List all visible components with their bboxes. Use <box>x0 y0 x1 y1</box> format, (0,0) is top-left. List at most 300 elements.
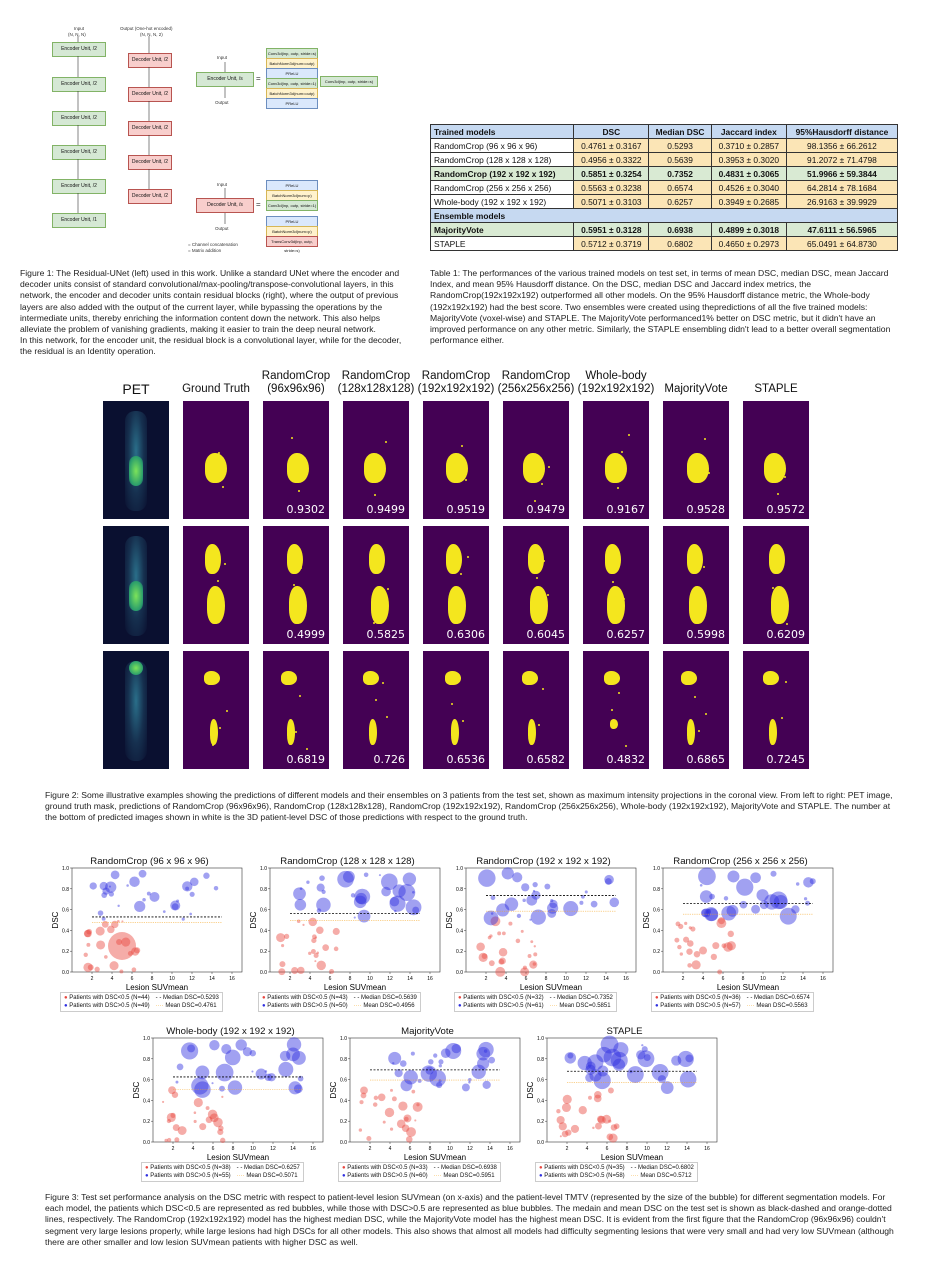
figure2-caption: Figure 2: Some illustrative examples showing the predictions of different models and their ensembles on 3 patients from the test set, shown as maximum intensity projections in the coronal view. From left to right: PET image, ground truth mask, predictions of RandomCrop (96x96x96), RandomCrop (128x128x128), RandomCrop (192x192x192), RandomCrop (256x256x256), Whole-body (192x192x192), MajorityVote and STAPLE. The number at the bottom of predicted images shown in white is the 3D patient-level DSC of those predictions with respect to the ground truth. <box>45 790 893 823</box>
bubble-low <box>686 948 692 954</box>
decoder-unit-4: Decoder Unit, /2 <box>128 155 172 170</box>
bubble-low <box>411 1090 415 1094</box>
x-tick-label: 12 <box>780 976 786 982</box>
bubble-high <box>221 1044 231 1054</box>
bubble-low <box>392 1096 397 1101</box>
y-tick-label: 0.6 <box>653 907 660 914</box>
bubble-chart <box>527 1026 722 1186</box>
bubble-high <box>770 891 788 909</box>
bubble-low <box>534 945 536 947</box>
x-tick-label: 14 <box>800 976 806 982</box>
bubble-low <box>488 936 491 939</box>
y-tick-label: 0.0 <box>653 970 660 976</box>
x-tick-label: 6 <box>721 976 725 982</box>
x-tick-label: 6 <box>211 1146 215 1152</box>
bubble-high <box>433 1053 437 1057</box>
dsc-value: 0.7245 <box>766 753 805 766</box>
segmentation-mask <box>343 526 409 644</box>
segmentation-mask <box>743 526 809 644</box>
bubble-low <box>406 1136 413 1143</box>
table-cell: 0.4831 ± 0.3065 <box>711 167 786 181</box>
bubble-high <box>770 871 776 877</box>
bubble-high <box>517 914 521 918</box>
output-dims: (N, N, N, 2) <box>140 32 163 37</box>
bubble-low <box>317 961 326 970</box>
y-axis-label: DSC <box>132 1081 141 1099</box>
y-tick-label: 0.2 <box>537 1119 544 1126</box>
bubble-high <box>100 882 108 890</box>
y-tick-label: 1.0 <box>340 1036 347 1042</box>
bubble-low <box>403 1114 411 1122</box>
bubble-high <box>191 1077 208 1094</box>
dsc-value: 0.6045 <box>526 628 565 641</box>
x-tick-label: 10 <box>563 976 569 982</box>
y-tick-label: 0.6 <box>143 1077 150 1084</box>
y-tick-label: 0.8 <box>653 886 660 893</box>
bubble-low <box>110 961 119 970</box>
bubble-low <box>689 926 692 929</box>
bubble-high <box>306 881 309 884</box>
bubble-low <box>398 1101 407 1110</box>
chart-title: RandomCrop (96 x 96 x 96) <box>90 856 209 867</box>
table-row <box>431 167 898 181</box>
bubble-high <box>412 891 415 894</box>
chart-title: MajorityVote <box>401 1026 454 1037</box>
bubble-low <box>533 962 537 966</box>
segmentation-mask <box>183 401 249 519</box>
bubble-low <box>168 1086 176 1094</box>
bubble-high <box>287 1037 301 1051</box>
bubble-high <box>126 884 129 887</box>
dec-block-2: BatchNorm3d(num=p) <box>266 190 318 201</box>
y-tick-label: 0.0 <box>260 970 267 976</box>
bubble-low <box>557 1116 565 1124</box>
bubble-high <box>289 1081 302 1094</box>
x-tick-label: 12 <box>270 1146 276 1152</box>
y-axis-label: DSC <box>51 911 60 929</box>
table-header-3: Jaccard index <box>711 125 786 139</box>
bubble-high <box>390 897 400 907</box>
bubble-high <box>605 878 612 885</box>
bubble-high <box>563 901 578 916</box>
encoder-unit-6: Encoder Unit, /1 <box>52 213 106 228</box>
bubble-high <box>211 1082 213 1084</box>
bubble-low <box>579 1106 587 1114</box>
legend-entry: - - Median DSC=0.6802 <box>630 1165 694 1171</box>
x-tick-label: 10 <box>367 976 373 982</box>
dec-unit-output-label: Output <box>215 226 229 231</box>
bubble-low <box>121 920 123 922</box>
bubble-high <box>403 872 416 885</box>
bubble-high <box>278 1062 293 1077</box>
x-tick-label: 16 <box>704 1146 710 1152</box>
legend-entry: ···· Mean DSC=0.5951 <box>433 1173 495 1179</box>
x-tick-label: 4 <box>191 1146 195 1152</box>
bubble-high <box>609 898 619 908</box>
unit-output-label: Output <box>215 100 229 105</box>
legend-entry: ···· Mean DSC=0.5563 <box>746 1003 808 1009</box>
bubble-high <box>429 1070 446 1087</box>
output-label: Output (One-hot encoded) <box>120 26 173 31</box>
bubble-high <box>502 867 514 879</box>
bubble-high <box>129 876 140 887</box>
table-cell: 0.6574 <box>649 181 711 195</box>
decoder-unit-2: Decoder Unit, /2 <box>128 87 172 102</box>
bubble-high <box>428 1059 433 1064</box>
legend-entry: ● Patients with DSC>0.5 (N=50) <box>262 1003 348 1009</box>
legend-entry: ···· Mean DSC=0.4761 <box>155 1003 217 1009</box>
x-tick-label: 12 <box>189 976 195 982</box>
legend-entry: ● Patients with DSC<0.5 (N=32) <box>458 995 544 1001</box>
x-tick-label: 2 <box>90 976 94 982</box>
bubble-high <box>181 1042 198 1059</box>
x-tick-label: 16 <box>507 1146 513 1152</box>
y-tick-label: 0.4 <box>340 1098 347 1105</box>
table-cell: 0.5071 ± 0.3103 <box>574 195 649 209</box>
bubble-low <box>699 947 707 955</box>
bubble-high <box>139 870 147 878</box>
bubble-chart <box>330 1026 525 1186</box>
dsc-value: 0.6536 <box>446 753 485 766</box>
y-tick-label: 0.4 <box>260 928 267 935</box>
bubble-high <box>641 1044 643 1046</box>
bubble-low <box>291 967 298 974</box>
dsc-value: 0.6819 <box>286 753 325 766</box>
bubble-high <box>228 1080 242 1094</box>
bubble-high <box>117 905 119 907</box>
table-cell: 0.5712 ± 0.3719 <box>574 237 649 251</box>
bubble-high <box>293 887 306 900</box>
x-axis-label: Lesion SUVmean <box>323 983 387 992</box>
bubble-low <box>279 961 285 967</box>
x-tick-label: 16 <box>229 976 235 982</box>
bubble-low <box>373 1102 378 1107</box>
bubble-low <box>314 960 316 962</box>
chart-legend <box>651 992 814 1012</box>
unit-input-label: Input <box>217 55 228 60</box>
bubble-high <box>578 1056 592 1070</box>
enc-block-4: Conv3d(inp, outp, stride=1) <box>266 78 318 89</box>
enc-residual-conv: Conv3d(inp, outp, stride=s) <box>320 76 378 87</box>
bubble-high <box>636 1050 645 1059</box>
table-row <box>431 153 898 167</box>
segmentation-mask <box>263 526 329 644</box>
bubble-high <box>176 1081 179 1084</box>
legend-entry: ● Patients with DSC<0.5 (N=36) <box>655 995 741 1001</box>
y-tick-label: 1.0 <box>260 866 267 872</box>
segmentation-mask <box>423 401 489 519</box>
dsc-value: 0.9528 <box>686 503 725 516</box>
y-tick-label: 0.6 <box>260 907 267 914</box>
legend-entry: ● Patients with DSC>0.5 (N=49) <box>64 1003 150 1009</box>
bubble-high <box>549 900 557 908</box>
y-tick-label: 0.0 <box>537 1140 544 1146</box>
bubble-low <box>174 1137 179 1142</box>
column-header: MajorityVote <box>664 383 728 395</box>
figure1-caption-text-2: In this network, for the encoder unit, the residual block is a convolutional layer, while for the decoder, the residual is an Identity operation. <box>20 335 402 357</box>
x-tick-label: 4 <box>504 976 508 982</box>
column-header: PET <box>122 381 150 397</box>
y-tick-label: 0.2 <box>653 949 660 956</box>
bubble-high <box>678 1051 694 1067</box>
equals-sign-2: = <box>256 200 261 209</box>
bubble-high <box>740 901 748 909</box>
bubble-high <box>216 1064 234 1082</box>
bubble-low <box>95 967 100 972</box>
bubble-low <box>199 1123 206 1130</box>
chart-legend <box>258 992 421 1012</box>
x-tick-label: 2 <box>171 1146 175 1152</box>
bubble-low <box>108 932 136 960</box>
chart-title: RandomCrop (192 x 192 x 192) <box>476 856 611 867</box>
y-tick-label: 0.8 <box>143 1056 150 1063</box>
bubble-low <box>104 955 108 959</box>
bubble-high <box>364 873 369 878</box>
bubble-low <box>83 963 92 972</box>
bubble-low <box>213 1118 223 1128</box>
y-tick-label: 1.0 <box>653 866 660 872</box>
bubble-high <box>627 1066 644 1083</box>
bubble-low <box>281 944 284 947</box>
bubble-low <box>84 953 88 957</box>
bubble-low <box>560 1135 562 1137</box>
encoder-unit-5: Encoder Unit, /2 <box>52 179 106 194</box>
bubble-high <box>147 892 151 896</box>
dsc-value: 0.6582 <box>526 753 565 766</box>
y-tick-label: 0.4 <box>62 928 69 935</box>
bubble-low <box>297 920 301 924</box>
bubble-low <box>206 1106 210 1110</box>
bubble-low <box>194 1120 197 1123</box>
figure1-diagram <box>50 20 390 255</box>
encoder-unit-s: Encoder Unit, /s <box>196 72 254 87</box>
bubble-low <box>329 969 334 974</box>
x-tick-label: 6 <box>130 976 134 982</box>
bubble-low <box>162 1101 164 1103</box>
table-cell: 0.4899 ± 0.3018 <box>711 223 786 237</box>
decoder-unit-3: Decoder Unit, /2 <box>128 121 172 136</box>
bubble-low <box>167 1119 171 1123</box>
x-tick-label: 2 <box>681 976 685 982</box>
table-row <box>431 237 898 251</box>
figure1-caption <box>20 268 405 358</box>
bubble-low <box>562 1131 569 1138</box>
x-tick-label: 6 <box>524 976 528 982</box>
bubble-high <box>209 1040 219 1050</box>
bubble-high <box>400 1079 412 1091</box>
dsc-value: 0.9302 <box>286 503 325 516</box>
x-tick-label: 16 <box>820 976 826 982</box>
table-cell: 0.5851 ± 0.3254 <box>574 167 649 181</box>
x-tick-label: 4 <box>388 1146 392 1152</box>
x-axis-label: Lesion SUVmean <box>519 983 583 992</box>
x-tick-label: 4 <box>585 1146 589 1152</box>
y-tick-label: 1.0 <box>537 1036 544 1042</box>
bubble-high <box>472 1065 486 1079</box>
legend-entry: - - Median DSC=0.6257 <box>236 1165 300 1171</box>
bubble-low <box>86 929 92 935</box>
bubble-high <box>658 1075 666 1083</box>
dsc-value: 0.4999 <box>286 628 325 641</box>
y-tick-label: 1.0 <box>456 866 463 872</box>
bubble-low <box>276 933 285 942</box>
column-header: RandomCrop (256x256x256) <box>497 370 575 395</box>
bubble-high <box>522 899 525 902</box>
x-axis-label: Lesion SUVmean <box>403 1153 467 1162</box>
bubble-high <box>251 1070 253 1072</box>
y-axis-label: DSC <box>526 1081 535 1099</box>
column-header: Ground Truth <box>182 383 250 395</box>
bubble-high <box>568 1053 574 1059</box>
bubble-low <box>684 922 687 925</box>
segmentation-mask <box>503 651 569 769</box>
column-header: STAPLE <box>754 383 798 395</box>
bubble-low <box>516 939 521 944</box>
bubble-low <box>359 1128 362 1131</box>
bubble-low <box>173 1124 180 1131</box>
dec-block-3: Conv3d(inp, outp, stride=1) <box>266 200 318 211</box>
legend-entry: - - Median DSC=0.5639 <box>353 995 417 1001</box>
y-tick-label: 0.0 <box>340 1140 347 1146</box>
y-tick-label: 0.8 <box>260 886 267 893</box>
bubble-high <box>721 906 736 921</box>
bubble-low <box>495 967 505 977</box>
dsc-value: 0.5825 <box>366 628 405 641</box>
x-tick-label: 10 <box>169 976 175 982</box>
x-tick-label: 16 <box>310 1146 316 1152</box>
dsc-value: 0.9572 <box>766 503 805 516</box>
ensemble-section-header: Ensemble models <box>431 209 898 223</box>
table-header-0: Trained models <box>431 125 574 139</box>
bubble-low <box>366 1136 371 1141</box>
table-cell: 0.7352 <box>649 167 711 181</box>
bubble-low <box>692 960 701 969</box>
enc-block-5: BatchNorm3d(num=outp) <box>266 88 318 99</box>
x-tick-label: 6 <box>408 1146 412 1152</box>
table-cell: 47.6111 ± 56.5965 <box>786 223 897 237</box>
y-tick-label: 0.6 <box>62 907 69 914</box>
y-tick-label: 0.2 <box>456 949 463 956</box>
decoder-unit-s: Decoder Unit, /s <box>196 198 254 213</box>
table-cell: 91.2072 ± 71.4798 <box>786 153 897 167</box>
bubble-low <box>221 1096 223 1098</box>
y-tick-label: 0.8 <box>62 886 69 893</box>
bubble-high <box>102 917 106 921</box>
bubble-low <box>96 940 105 949</box>
x-tick-label: 2 <box>368 1146 372 1152</box>
bubble-high <box>531 909 546 924</box>
bubble-high <box>591 901 598 908</box>
bubble-low <box>390 1089 393 1092</box>
bubble-high <box>190 892 195 897</box>
bubble-high <box>439 1064 442 1067</box>
enc-block-3: PReLU <box>266 68 318 79</box>
bubble-high <box>292 1051 306 1065</box>
segmentation-mask <box>263 651 329 769</box>
y-axis-label: DSC <box>249 911 258 929</box>
table-row <box>431 139 898 153</box>
x-tick-label: 10 <box>760 976 766 982</box>
chart-title: RandomCrop (128 x 128 x 128) <box>280 856 415 867</box>
bubble-low <box>390 1128 393 1131</box>
table-row <box>431 181 898 195</box>
bubble-low <box>308 918 317 927</box>
table-cell: 0.5639 <box>649 153 711 167</box>
bubble-high <box>381 887 391 897</box>
bubble-low <box>614 1123 620 1129</box>
table-cell: 0.5563 ± 0.3238 <box>574 181 649 195</box>
bubble-chart <box>643 856 838 1016</box>
legend-entry: ● Patients with DSC>0.5 (N=57) <box>655 1003 741 1009</box>
bubble-low <box>717 970 722 975</box>
dsc-value: 0.726 <box>373 753 405 766</box>
bubble-high <box>256 1068 267 1079</box>
bubble-low <box>528 954 532 958</box>
dec-block-6: TransConv3d(inp, outp, stride=s) <box>266 236 318 247</box>
encoder-unit-1: Encoder Unit, /2 <box>52 42 106 57</box>
bubble-low <box>563 1095 572 1104</box>
pet-image <box>103 401 169 519</box>
chart-legend <box>454 992 617 1012</box>
bubble-low <box>297 967 304 974</box>
bubble-low <box>523 966 527 970</box>
table-cell: 98.1356 ± 66.2612 <box>786 139 897 153</box>
segmentation-mask <box>503 526 569 644</box>
bubble-low <box>608 1088 614 1094</box>
x-tick-label: 14 <box>603 976 609 982</box>
bubble-low <box>378 1094 386 1102</box>
x-tick-label: 8 <box>150 976 154 982</box>
x-tick-label: 4 <box>701 976 705 982</box>
y-tick-label: 1.0 <box>143 1036 150 1042</box>
y-tick-label: 1.0 <box>62 866 69 872</box>
bubble-high <box>250 1050 256 1056</box>
bubble-low <box>374 1096 378 1100</box>
x-tick-label: 2 <box>288 976 292 982</box>
bubble-low <box>530 940 533 943</box>
bubble-low <box>414 1119 416 1121</box>
legend-concat: = Channel concatenation <box>188 242 238 247</box>
bubble-high <box>101 892 107 898</box>
bubble-high <box>680 1071 697 1088</box>
bubble-high <box>724 896 728 900</box>
bubble-high <box>484 1049 487 1052</box>
figure1-caption-text: Figure 1: The Residual-UNet (left) used in this work. Unlike a standard UNet where the encoder and decoder units consist of standard convolutional/max-pooling/transpose-convolutional layers, in this network, the encoder and decoder units contain residual blocks (right), where the output of previous layers are also added with the output of the current layer, while bypassing the operations by the intermediate units, thereby enriching the information content down the network. This also helps alleviate the problem of vanishing gradients, making it easier to train the deep neural network. <box>20 268 400 335</box>
input-label: Input <box>74 26 85 31</box>
bubble-high <box>760 900 769 909</box>
bubble-high <box>111 870 120 879</box>
dsc-value: 0.6865 <box>686 753 725 766</box>
table-cell: 0.5951 ± 0.3128 <box>574 223 649 237</box>
bubble-high <box>343 871 355 883</box>
y-axis-label: DSC <box>329 1081 338 1099</box>
bubble-high <box>392 1062 394 1064</box>
bubble-low <box>308 952 311 955</box>
y-tick-label: 0.4 <box>653 928 660 935</box>
y-tick-label: 0.2 <box>340 1119 347 1126</box>
y-tick-label: 0.0 <box>62 970 69 976</box>
legend-entry: - - Median DSC=0.7352 <box>549 995 613 1001</box>
segmentation-mask <box>583 651 649 769</box>
bubble-low <box>533 952 537 956</box>
bubble-low <box>208 1110 218 1120</box>
bubble-high <box>411 1052 415 1056</box>
segmentation-mask <box>663 651 729 769</box>
segmentation-mask <box>663 526 729 644</box>
segmentation-mask <box>423 526 489 644</box>
table-cell: 0.3953 ± 0.3020 <box>711 153 786 167</box>
dsc-value: 0.9499 <box>366 503 405 516</box>
